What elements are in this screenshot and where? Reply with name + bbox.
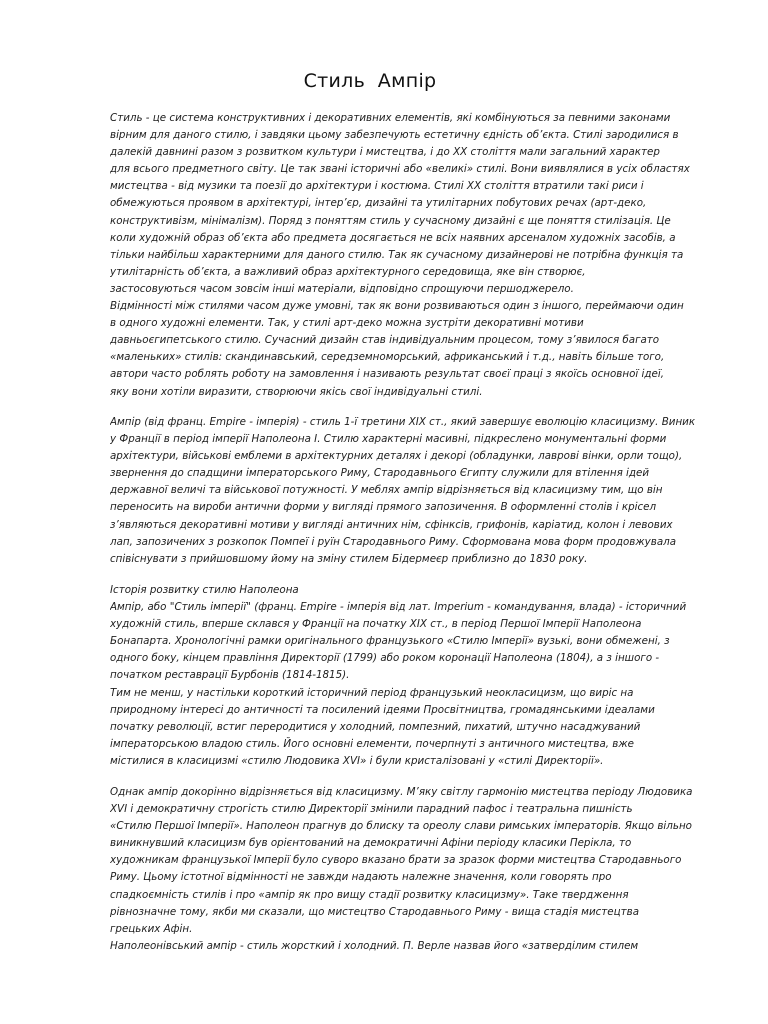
text-line: XVI і демократичну строгість стилю Директорії змінили парадний пафос і театральна пишність [110,803,633,816]
text-line: з’являються декоративні мотиви у вигляді античних нім, сфінксів, грифонів, каріатид, колон і левових [110,518,673,531]
text-line: початком реставрації Бурбонів (1814-1815). [110,669,350,682]
text-line: імператорською владою стиль. Його основні елементи, почерпнуті з античного мистецтва, вже [110,737,634,750]
text-line: у Франції в період імперії Наполеона I. Стилю характерні масивні, підкреслено монументальні форми [110,433,667,446]
text-line: для всього предметного світу. Це так звані історичні або «великі» стилі. Вони виявлялися в усіх областях [110,163,690,176]
text-line: державної величі та військової потужності. У меблях ампір відрізняється від класицизму тим, що він [110,484,663,497]
text-line: далекій давнині разом з розвитком культури і мистецтва, і до XX століття мали загальний характер [110,146,660,159]
text-line: Відмінності між стилями часом дуже умовні, так як вони розвиваються один з іншого, переймаючи один [110,300,684,313]
text-line: тільки найбільш характерними для даного стилю. Так як сучасному дизайнерові не потрібна функція та [110,248,684,261]
text-line: лап, запозичених з розкопок Помпеї і руїн Стародавнього Риму. Сформована мова форм продовжувала [110,535,677,548]
text-line: вірним для даного стилю, і завдяки цьому забезпечують естетичну єдність об’єкта. Стилі зародилися в [110,129,679,142]
text-line: архітектури, військові емблеми в архітектурних деталях і декорі (обладунки, лаврові вінки, орли тощо), [110,450,683,463]
text-line: Історія розвитку стилю Наполеона [110,584,299,596]
text-line: художній стиль, вперше склався у Франції на початку XIX ст., в період Першої Імперії Наполеона [110,618,642,631]
text-line: Риму. Цьому істотної відмінності не завжди надають належне значення, коли говорять про [110,871,612,884]
text-line: обмежуються проявом в архітектурі, інтер’єр, дизайні та утилітарних побутових речах (арт-деко, [110,197,647,210]
text-line: грецьких Афін. [110,922,193,935]
text-line: давньоєгипетського стилю. Сучасний дизайн став індивідуальним процесом, тому з’явилося багато [110,334,660,347]
text-line: в одного художні елементи. Так, у стилі арт-деко можна зустріти декоративні мотиви [110,317,584,330]
paragraph-block-difference [110,784,714,955]
text-line: мистецтва - від музики та поезії до архітектури і костюма. Стилі XX століття втратили такі риси і [110,180,644,193]
text-line: Тим не менш, у настільки короткий історичний період французький неокласицизм, що виріс на [110,686,634,699]
text-line: початку революції, встиг переродитися у холодний, помпезний, пихатий, штучно насаджуваний [110,720,641,733]
text-line: природному інтересі до античності та посилений ідеями Просвітництва, громадянськими ідеалами [110,703,655,716]
text-line: Ампір (від франц. Empire - імперія) - стиль 1-ї третини XIX ст., який завершує еволюцію класицизму. Виник [110,416,696,428]
paragraph-block-history [110,582,714,770]
text-line: коли художній образ об’єкта або предмета досягається не всіх наявних арсеналом художніх засобів, а [110,231,676,244]
text-line: виникнувший класицизм був орієнтований на демократичні Афіни періоду класики Перікла, то [110,837,632,850]
text-line: Однак ампір докорінно відрізняється від класицизму. М’яку світлу гармонію мистецтва періоду Людовика [110,786,693,798]
text-line: Бонапарта. Хронологічні рамки оригінального французького «Стилю Імперії» вузькі, вони обмежені, з [110,635,670,648]
text-line: конструктивізм, мінімалізм). Поряд з поняттям стиль у сучасному дизайні є ще поняття стилізація. Це [110,214,671,227]
text-line: одного боку, кінцем правління Директорії (1799) або роком коронації Наполеона (1804), а з іншого - [110,652,660,665]
text-line: переносить на вироби антични форми у вигляді прямого запозичення. В оформленні столів і крісел [110,501,657,514]
text-line: Стиль - це система конструктивних і декоративних елементів, які комбінуються за певними законами [110,112,671,124]
text-line: художникам французької Імперії було суворо вказано брати за зразок форми мистецтва Стародавнього [110,854,682,867]
text-line: спадкоємність стилів і про «ампір як про вищу стадії розвитку класицизму». Таке твердження [110,888,629,901]
text-line: рівнозначне тому, якби ми сказали, що мистецтво Стародавнього Риму - вища стадія мистецтва [110,905,640,918]
text-line: утилітарність об’єкта, а важливий образ архітектурного середовища, яке він створює, [110,265,586,278]
text-line: «маленьких» стилів: скандинавський, середземноморський, африканський і т.д., навіть більше того, [110,351,665,364]
text-line: Ампір, або "Стиль імперії" (франц. Empire - імперія від лат. Imperium - командування, влада) - історичний [110,601,687,614]
page-title: Стиль Ампір [303,70,437,92]
paragraph-block-style [110,110,714,401]
text-line: автори часто роблять роботу на замовлення і називають результат своєї праці з якоїсь основної ідеї, [110,368,664,381]
text-line: Наполеонівський ампір - стиль жорсткий і холодний. П. Верле назвав його «затверділим стилем [110,939,639,952]
text-line: звернення до спадщини імператорського Риму, Стародавнього Єгипту служили для втілення ідей [110,467,650,480]
text-line: містилися в класицизмі «стилю Людовика XVI» і були кристалізовані у «стилі Директорії». [110,754,604,767]
text-line: «Стилю Першої Імперії». Наполеон прагнув до блиску та ореолу слави римських імператорів. Якщо вільно [110,820,692,833]
text-line: яку вони хотіли виразити, створюючи якісь свої індивідуальні стилі. [110,385,483,398]
paragraph-block-empire [110,414,714,568]
text-line: співіснувати з прийшовшому йому на зміну стилем Бідермеєр приблизно до 1830 року. [110,552,588,565]
text-line: застосовуються часом зовсім інші матеріали, відповідно спрощуючи першоджерело. [110,282,574,295]
